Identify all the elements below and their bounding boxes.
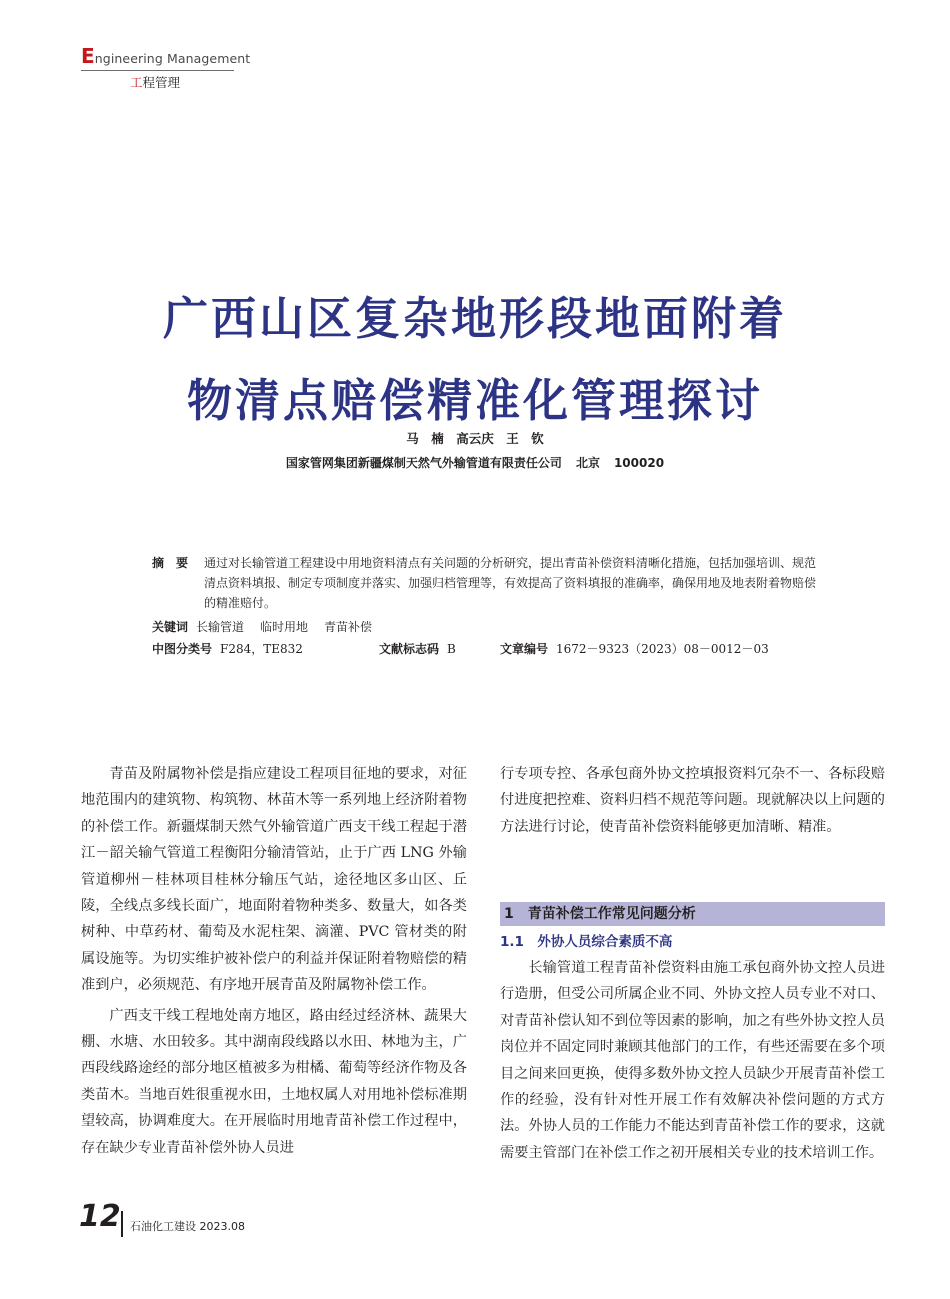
article-number: 文章编号 1672－9323（2023）08－0012－03: [500, 642, 769, 656]
body-paragraph: 青苗及附属物补偿是指应建设工程项目征地的要求，对征地范围内的建筑物、构筑物、林苗木等一系列地上经济附着物的补偿工作。新疆煤制天然气外输管道广西支干线工程起于潜江－韶关输气管道工程衡阳分输清管站，止于广西 LNG 外输管道柳州－桂林项目桂林分输压气站，途径地区多山区、丘陵，全线点多线长面广，地面附着物种类多、数量大，如各类树种、中草药材、葡萄及水泥柱架、滴灌、PVC 管材类的附属设施等。为切实维护被补偿户的利益并保证附着物赔偿的精准到户，必须规范、有序地开展青苗及附属物补偿工作。: [81, 766, 467, 994]
section-heading: 1 青苗补偿工作常见问题分析: [504, 906, 696, 922]
body-paragraph: 广西支干线工程地处南方地区，路由经过经济林、蔬果大棚、水塘、水田较多。其中湖南段线路以水田、林地为主，广西段线路途经的部分地区植被多为柑橘、葡萄等经济作物及各类苗木。当地百姓很重视水田，土地权属人对用地补偿标准期望较高，协调难度大。在开展临时用地青苗补偿工作过程中，存在缺少专业青苗补偿外协人员进: [81, 1007, 467, 1156]
journal-issue: 石油化工建设 2023.08: [130, 1220, 245, 1233]
keyword-item: 青苗补偿: [324, 620, 373, 634]
document-code: 文献标志码 B: [379, 642, 456, 656]
journal-section-cn: [130, 73, 180, 91]
header-divider: [81, 70, 234, 71]
keywords-label: 关键词: [152, 620, 189, 634]
body-paragraph: 长输管道工程青苗补偿资料由施工承包商外协文控人员进行造册，但受公司所属企业不同、外协文控人员专业不对口、对青苗补偿认知不到位等因素的影响，加之有些外协文控人员岗位并不固定同时兼顾其他部门的工作，有些还需要在多个项目之间来回更换，使得多数外协文控人员缺少开展青苗补偿工作的经验，没有针对性开展工作有效解决补偿问题的方式方法。外协人员的工作能力不能达到青苗补偿工作的要求，这就需要主管部门在补偿工作之初开展相关专业的技术培训工作。: [500, 960, 885, 1161]
abstract-label: 摘 要: [152, 556, 189, 570]
subsection-heading: 1.1 外协人员综合素质不高: [500, 934, 673, 950]
authors: 马 楠 高云庆 王 钦: [406, 431, 544, 446]
article-title-line-1: 广西山区复杂地形段地面附着: [162, 292, 787, 345]
keyword-item: 长输管道: [196, 620, 245, 634]
section-en-rest: ngineering Management: [94, 51, 251, 66]
body-right-column: [500, 955, 885, 1166]
section-cn-initial: 工: [130, 75, 143, 90]
footer-divider: [121, 1211, 123, 1237]
keyword-item: 临时用地: [260, 620, 309, 634]
affiliation: [0, 454, 950, 471]
article-title-line-2: 物清点赔偿精准化管理探讨: [186, 374, 763, 427]
body-left-column: [81, 761, 467, 1161]
section-cn-rest: 程管理: [142, 75, 181, 90]
clc-number: 中图分类号 F284，TE832: [152, 642, 303, 656]
section-en-initial: E: [81, 44, 95, 68]
abstract-text: 通过对长输管道工程建设中用地资料清点有关问题的分析研究，提出青苗补偿资料清晰化措施，包括加强培训、规范清点资料填报、制定专项制度并落实、加强归档管理等，有效提高了资料填报的准确率，确保用地及地表附着物赔偿的精准赔付。: [204, 556, 817, 610]
affiliation-org: 国家管网集团新疆煤制天然气外输管道有限责任公司: [285, 456, 562, 470]
keywords: [152, 617, 372, 637]
page-number: 12: [79, 1199, 121, 1234]
body-right-continuation: 行专项专控、各承包商外协文控填报资料冗杂不一、各标段赔付进度把控难、资料归档不规范等问题。现就解决以上问题的方法进行讨论，使青苗补偿资料能够更加清晰、精准。: [500, 766, 885, 835]
journal-section-en: [81, 46, 250, 66]
affiliation-city: 北京: [575, 456, 600, 470]
affiliation-postcode: 100020: [613, 456, 665, 470]
